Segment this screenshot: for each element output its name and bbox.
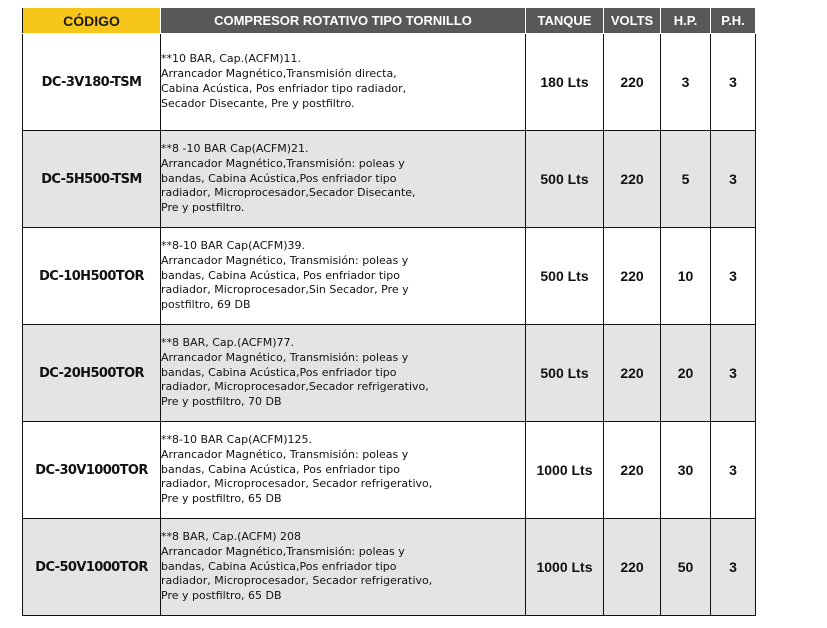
description-line: **8 -10 BAR Cap(ACFM)21. xyxy=(161,142,309,155)
horsepower: 5 xyxy=(661,131,711,228)
tank-capacity: 500 Lts xyxy=(526,228,604,325)
product-description xyxy=(161,422,526,519)
table-row xyxy=(23,34,756,131)
table-row xyxy=(23,228,756,325)
tank-capacity: 1000 Lts xyxy=(526,519,604,616)
description-line: **8-10 BAR Cap(ACFM)125. xyxy=(161,433,312,446)
product-description xyxy=(161,131,526,228)
description-line: radiador, Microprocesador,Secador Disecante, xyxy=(161,186,416,200)
description-line: **8-10 BAR Cap(ACFM)39. xyxy=(161,239,305,252)
tank-capacity: 180 Lts xyxy=(526,34,604,131)
description-line: bandas, Cabina Acústica,Pos enfriador tipo xyxy=(161,365,397,379)
header-tanque: TANQUE xyxy=(526,8,604,34)
description-line: Cabina Acústica, Pos enfriador tipo radiador, xyxy=(161,82,407,95)
voltage: 220 xyxy=(604,228,661,325)
product-code: DC-5H500-TSM xyxy=(23,131,161,228)
table-row xyxy=(23,519,756,616)
voltage: 220 xyxy=(604,34,661,131)
description-line: Pre y postfiltro, 65 DB xyxy=(161,589,282,603)
description-line: Secador Disecante, Pre y postfiltro. xyxy=(161,96,355,110)
description-line: bandas, Cabina Acústica,Pos enfriador tipo xyxy=(161,171,397,185)
description-line: Arrancador Magnético, Transmisión: poleas y xyxy=(161,350,409,364)
description-line: **8 BAR, Cap.(ACFM) 208 xyxy=(161,530,302,543)
voltage: 220 xyxy=(604,422,661,519)
phase: 3 xyxy=(711,519,756,616)
description-line: Arrancador Magnético, Transmisión: poleas y xyxy=(161,447,409,461)
product-code: DC-3V180-TSM xyxy=(23,34,161,131)
compressor-spec-table xyxy=(22,7,756,616)
description-line: bandas, Cabina Acústica, Pos enfriador tipo xyxy=(161,462,400,476)
header-volts: VOLTS xyxy=(604,8,661,34)
description-line: Arrancador Magnético, Transmisión: poleas y xyxy=(161,253,409,267)
header-compresor: COMPRESOR ROTATIVO TIPO TORNILLO xyxy=(161,8,526,34)
description-line: Arrancador Magnético,Transmisión directa, xyxy=(161,67,397,81)
header-hp: H.P. xyxy=(661,8,711,34)
description-line: bandas, Cabina Acústica, Pos enfriador tipo xyxy=(161,268,400,282)
description-line: radiador, Microprocesador, Secador refrigerativo, xyxy=(161,477,433,491)
tank-capacity: 500 Lts xyxy=(526,325,604,422)
product-description xyxy=(161,325,526,422)
description-line: radiador, Microprocesador, Secador refrigerativo, xyxy=(161,574,433,588)
description-line: **10 BAR, Cap.(ACFM)11. xyxy=(161,52,302,66)
product-code: DC-20H500TOR xyxy=(23,325,161,422)
phase: 3 xyxy=(711,422,756,519)
table-row xyxy=(23,422,756,519)
description-line: postfiltro, 69 DB xyxy=(161,298,251,312)
description-line: Pre y postfiltro, 65 DB xyxy=(161,492,282,506)
phase: 3 xyxy=(711,228,756,325)
description-line: bandas, Cabina Acústica,Pos enfriador tipo xyxy=(161,559,397,573)
phase: 3 xyxy=(711,34,756,131)
description-line: Arrancador Magnético,Transmisión: poleas y xyxy=(161,156,405,170)
voltage: 220 xyxy=(604,131,661,228)
header-ph: P.H. xyxy=(711,8,756,34)
description-line: Arrancador Magnético,Transmisión: poleas y xyxy=(161,544,405,558)
table-row xyxy=(23,325,756,422)
table-row xyxy=(23,131,756,228)
tank-capacity: 1000 Lts xyxy=(526,422,604,519)
product-code: DC-30V1000TOR xyxy=(23,422,161,519)
description-line: radiador, Microprocesador,Sin Secador, Pre y xyxy=(161,283,409,297)
product-code: DC-50V1000TOR xyxy=(23,519,161,616)
horsepower: 3 xyxy=(661,34,711,131)
tank-capacity: 500 Lts xyxy=(526,131,604,228)
description-line: **8 BAR, Cap.(ACFM)77. xyxy=(161,336,295,349)
voltage: 220 xyxy=(604,325,661,422)
phase: 3 xyxy=(711,325,756,422)
description-line: Pre y postfiltro. xyxy=(161,201,245,215)
description-line: Pre y postfiltro, 70 DB xyxy=(161,395,282,409)
description-line: radiador, Microprocesador,Secador refrigerativo, xyxy=(161,380,429,394)
horsepower: 10 xyxy=(661,228,711,325)
phase: 3 xyxy=(711,131,756,228)
horsepower: 50 xyxy=(661,519,711,616)
product-description xyxy=(161,228,526,325)
product-code: DC-10H500TOR xyxy=(23,228,161,325)
header-codigo: CÓDIGO xyxy=(23,8,161,34)
horsepower: 30 xyxy=(661,422,711,519)
product-description xyxy=(161,34,526,131)
product-description xyxy=(161,519,526,616)
horsepower: 20 xyxy=(661,325,711,422)
voltage: 220 xyxy=(604,519,661,616)
table-header-row xyxy=(23,8,756,34)
